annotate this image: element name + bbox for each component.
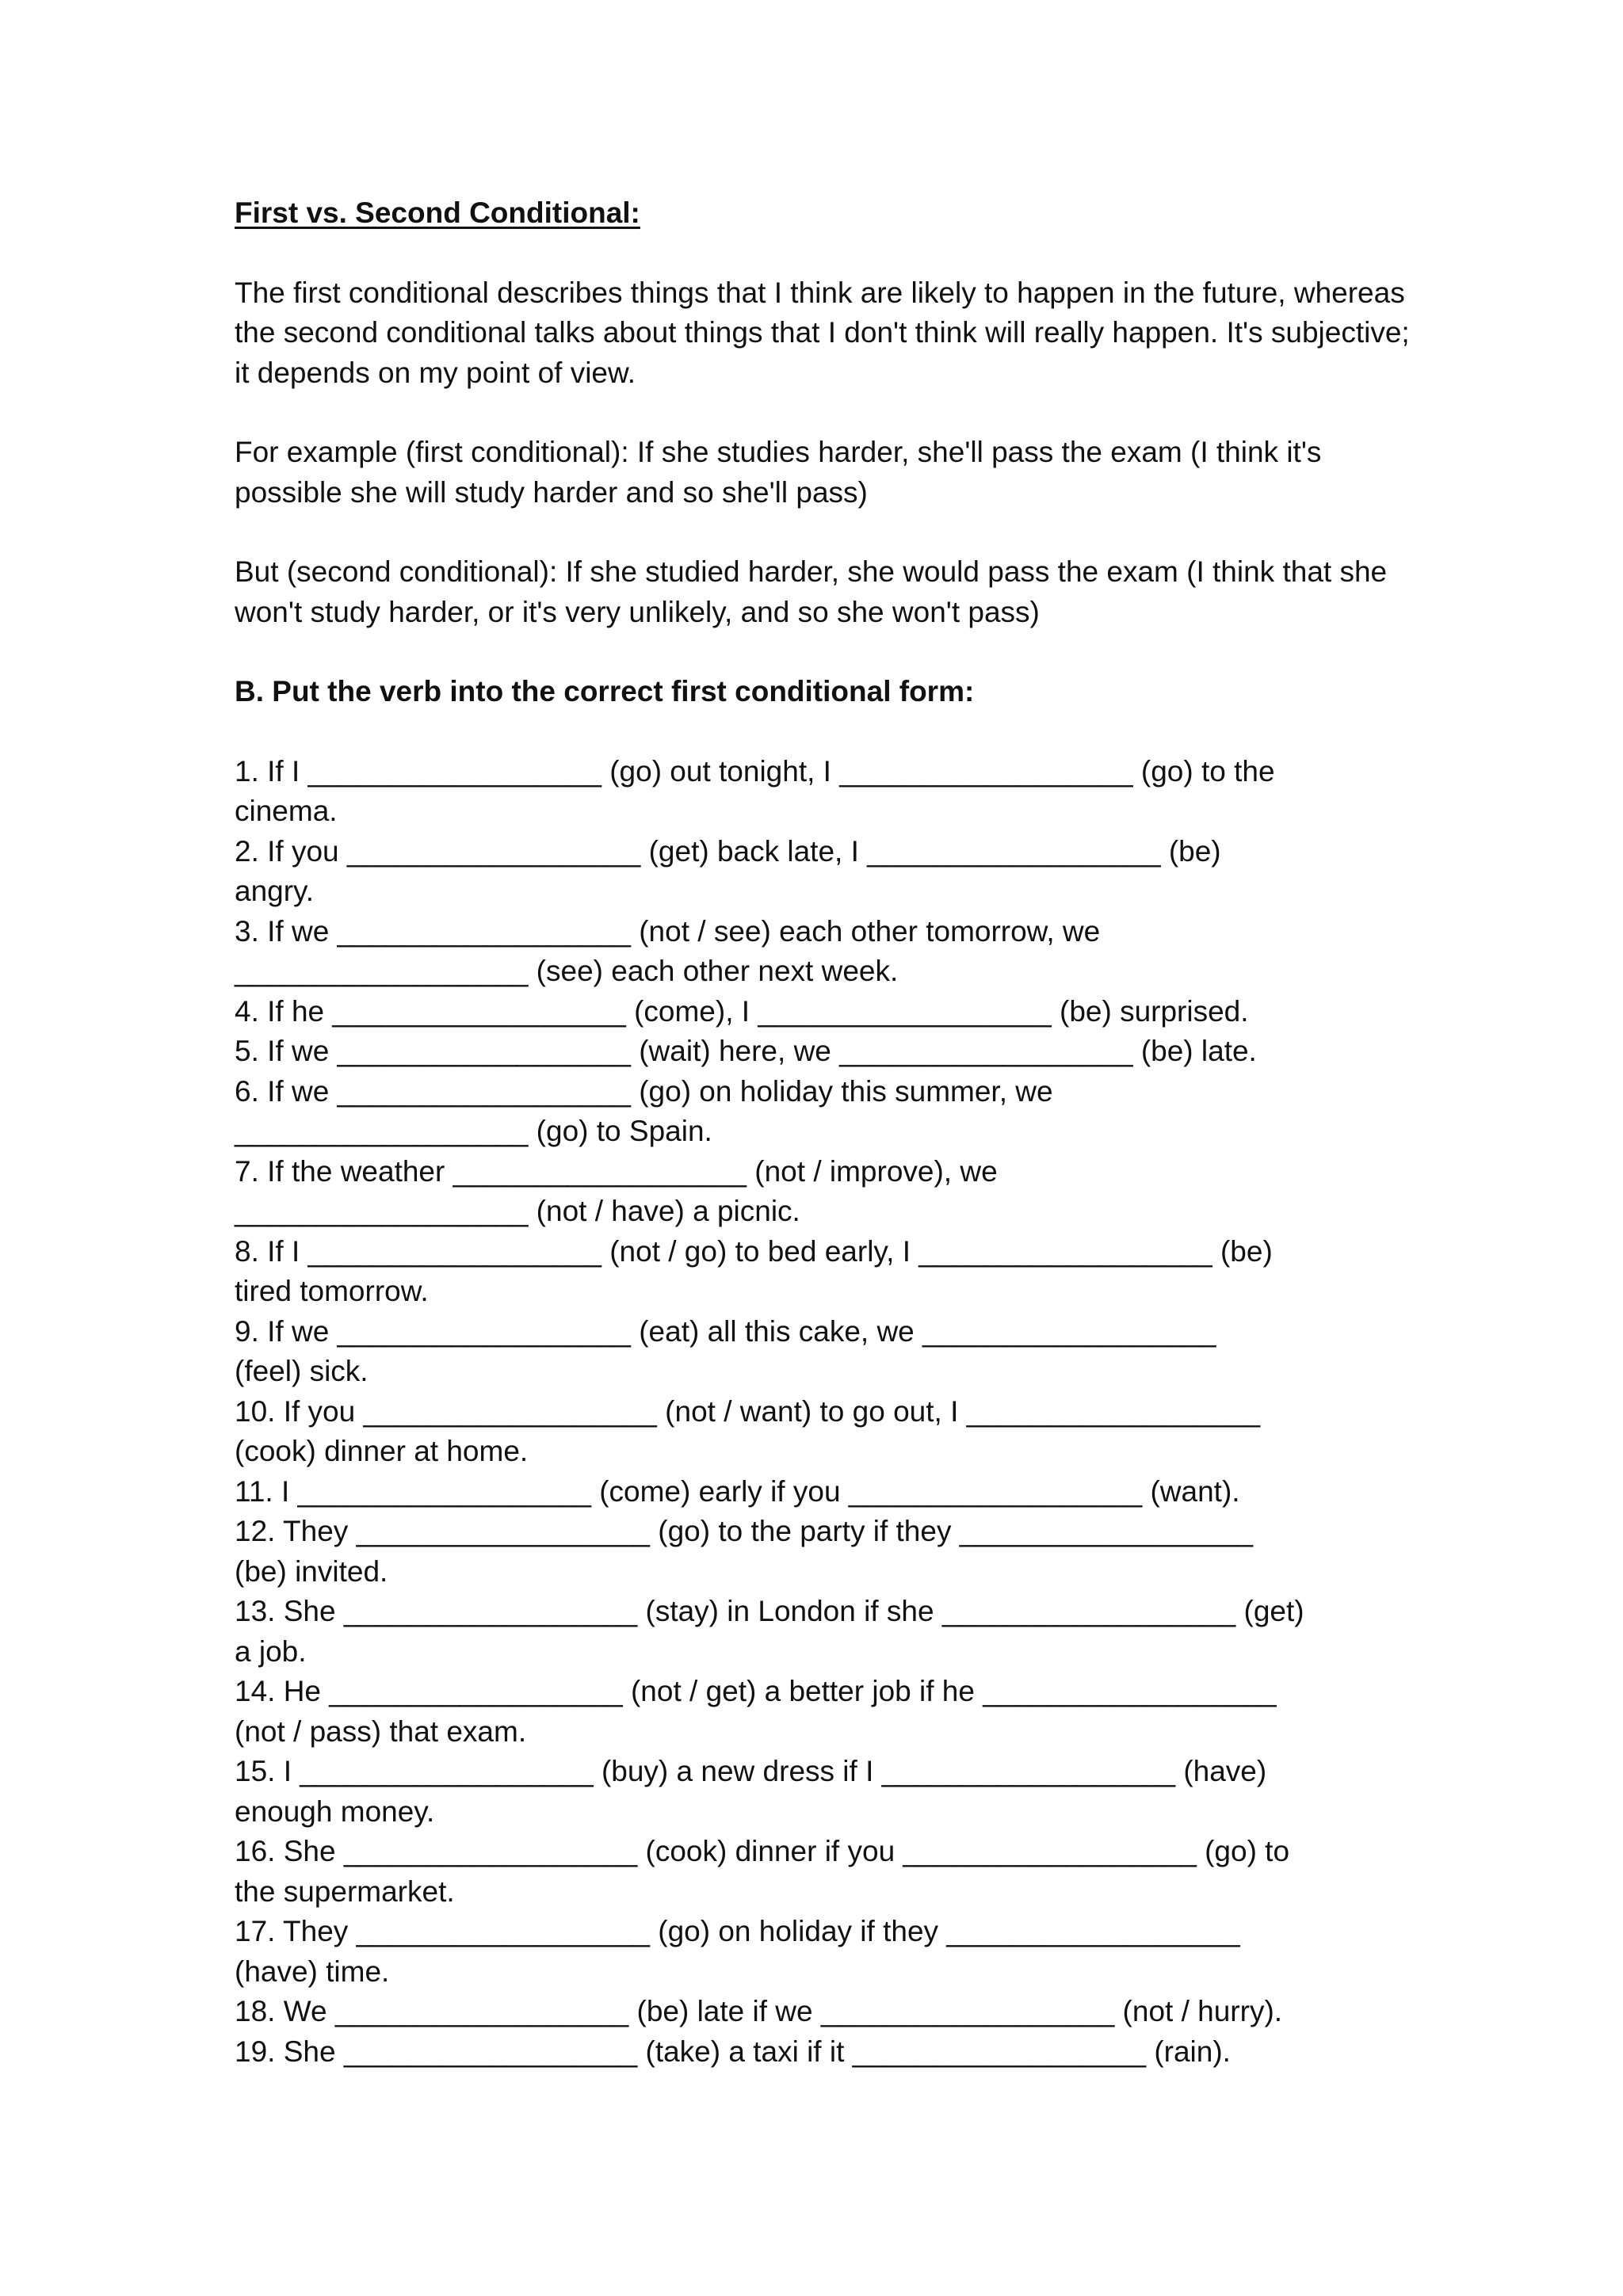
worksheet-title: First vs. Second Conditional: <box>235 196 640 229</box>
exercise-line: 13. She __________________ (stay) in London if she __________________ (get) <box>235 1595 1304 1627</box>
exercise-line: 6. If we __________________ (go) on holiday this summer, we <box>235 1074 1053 1108</box>
second-conditional-example: But (second conditional): If she studied harder, she would pass the exam (I think that she won't study harder, or it's very unlikely, and so she won't pass) <box>235 555 1388 628</box>
first-conditional-example: For example (first conditional): If she studies harder, she'll pass the exam (I think it's possible she will study harder and so she'll pass) <box>235 436 1322 509</box>
exercise-line: 10. If you __________________ (not / want) to go out, I __________________ <box>235 1394 1261 1428</box>
exercise-heading: B. Put the verb into the correct first conditional form: <box>235 675 975 707</box>
worksheet-page <box>235 193 1423 2072</box>
exercise-line: __________________ (go) to Spain. <box>235 1115 712 1147</box>
exercise-line: 19. She __________________ (take) a taxi if it __________________ (rain). <box>235 2035 1231 2068</box>
exercise-line: 11. I __________________ (come) early if you __________________ (want). <box>235 1474 1240 1508</box>
exercise-line: 15. I __________________ (buy) a new dress if I __________________ (have) <box>235 1755 1267 1787</box>
exercise-line: 7. If the weather __________________ (not / improve), we <box>235 1154 998 1188</box>
exercise-line: enough money. <box>235 1794 435 1828</box>
exercise-line: 5. If we __________________ (wait) here, we __________________ (be) late. <box>235 1035 1257 1067</box>
exercise-line: 9. If we __________________ (eat) all this cake, we __________________ <box>235 1314 1216 1348</box>
exercise-line: 8. If I __________________ (not / go) to bed early, I __________________ (be) <box>235 1234 1273 1268</box>
exercise-line: angry. <box>235 875 315 907</box>
exercise-line: (have) time. <box>235 1955 390 1988</box>
exercise-line: (not / pass) that exam. <box>235 1714 527 1748</box>
intro-paragraph: The first conditional describes things that I think are likely to happen in the future, whereas the second conditional talks about things that I don't think will really happen. It's subjective; it depends on my point of view. <box>235 276 1410 389</box>
exercise-line: 16. She __________________ (cook) dinner if you __________________ (go) to <box>235 1835 1290 1867</box>
exercise-line: (feel) sick. <box>235 1355 369 1387</box>
exercise-line: 1. If I __________________ (go) out tonight, I __________________ (go) to the <box>235 754 1275 788</box>
exercise-line: the supermarket. <box>235 1875 455 1908</box>
exercise-line: __________________ (see) each other next week. <box>235 955 899 987</box>
exercise-line: 3. If we __________________ (not / see) each other tomorrow, we <box>235 914 1101 948</box>
exercise-list <box>235 752 1423 2073</box>
exercise-line: (cook) dinner at home. <box>235 1435 529 1467</box>
exercise-line: 17. They __________________ (go) on holiday if they __________________ <box>235 1915 1240 1947</box>
exercise-line: 4. If he __________________ (come), I __________________ (be) surprised. <box>235 994 1249 1028</box>
exercise-line: a job. <box>235 1634 307 1668</box>
exercise-line: tired tomorrow. <box>235 1275 429 1307</box>
exercise-line: cinema. <box>235 795 338 827</box>
exercise-line: 2. If you __________________ (get) back late, I __________________ (be) <box>235 834 1221 868</box>
exercise-line: __________________ (not / have) a picnic. <box>235 1195 800 1227</box>
exercise-line: 18. We __________________ (be) late if we __________________ (not / hurry). <box>235 1995 1283 2027</box>
exercise-line: (be) invited. <box>235 1554 388 1588</box>
exercise-line: 14. He __________________ (not / get) a better job if he __________________ <box>235 1675 1277 1707</box>
exercise-line: 12. They __________________ (go) to the party if they __________________ <box>235 1515 1254 1547</box>
